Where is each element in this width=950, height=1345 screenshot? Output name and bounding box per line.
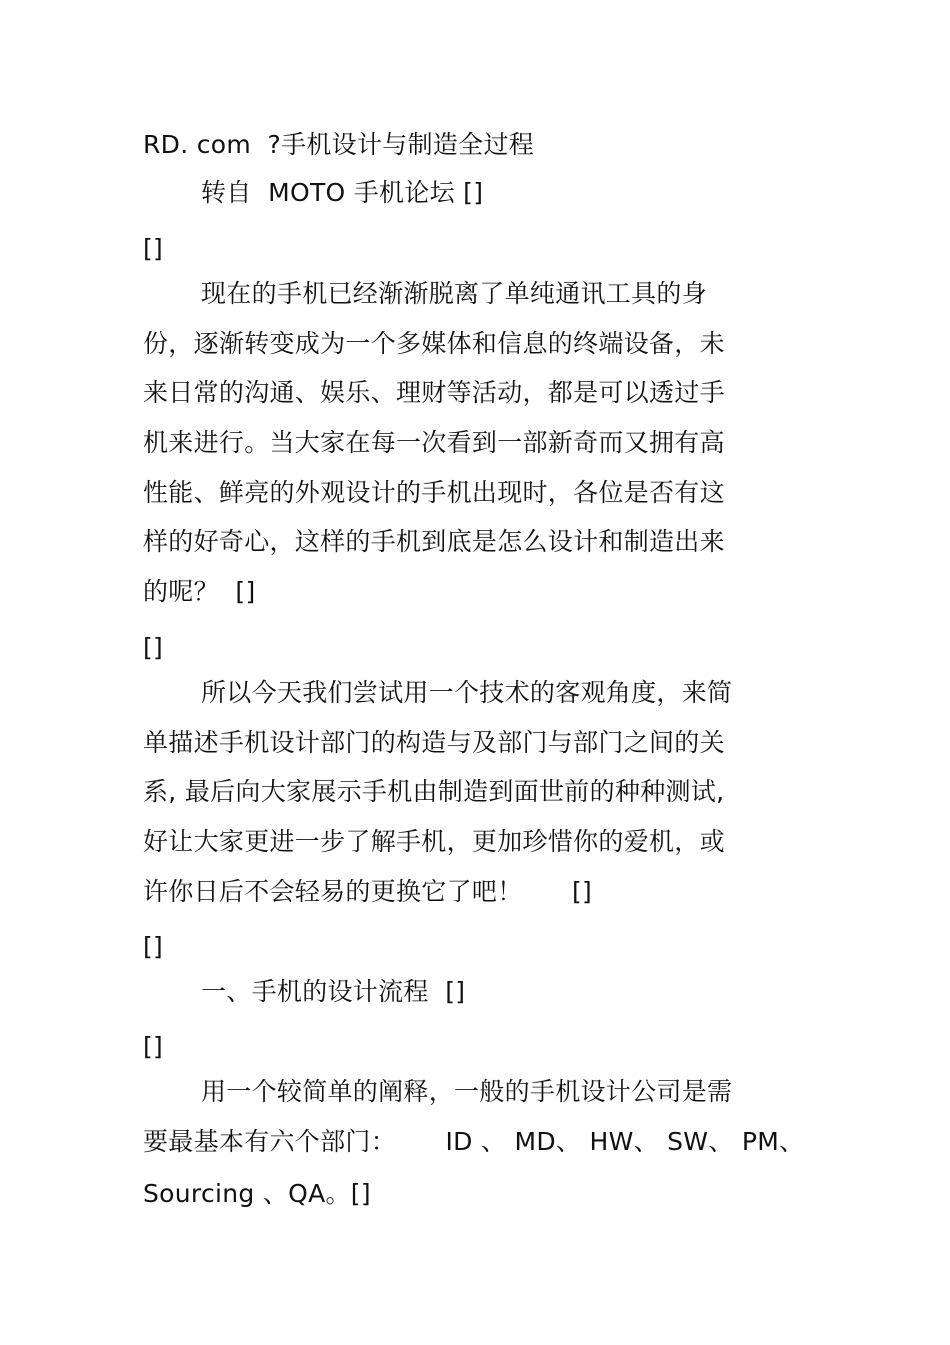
paragraph-1-line: 样的好奇心，这样的手机到底是怎么设计和制造出来 (143, 527, 725, 556)
paragraph-3-line: 用一个较简单的阐释，一般的手机设计公司是需 (201, 1077, 733, 1106)
paragraph-2-line: 好让大家更进一步了解手机，更加珍惜你的爱机，或 (143, 827, 725, 856)
paragraph-1-line: 性能、鲜亮的外观设计的手机出现时，各位是否有这 (143, 478, 725, 507)
paragraph-1-line: 现在的手机已经渐渐脱离了单纯通讯工具的身 (201, 279, 708, 308)
section-heading: 一、手机的设计流程 [] (201, 977, 466, 1006)
paragraph-3-line: Sourcing 、QA。[] (143, 1179, 371, 1208)
paragraph-1-line: 份，逐渐转变成为一个多媒体和信息的终端设备，未 (143, 329, 725, 358)
paragraph-1-line: 来日常的沟通、娱乐、理财等活动，都是可以透过手 (143, 378, 725, 407)
paragraph-marker: [] (143, 932, 164, 961)
source-line: 转自 MOTO 手机论坛 [] (201, 178, 484, 207)
paragraph-1-line: 的呢？ [] (143, 577, 256, 606)
paragraph-marker: [] (143, 633, 164, 662)
paragraph-2-line: 单描述手机设计部门的构造与及部门与部门之间的关 (143, 728, 725, 757)
paragraph-marker: [] (143, 1032, 164, 1061)
paragraph-1-line: 机来进行。当大家在每一次看到一部新奇而又拥有高 (143, 428, 725, 457)
paragraph-marker: [] (143, 234, 164, 263)
paragraph-2-line: 所以今天我们尝试用一个技术的客观角度，来简 (201, 678, 733, 707)
paragraph-3-line: 要最基本有六个部门： ID 、 MD、 HW、 SW、 PM、 (143, 1127, 805, 1156)
paragraph-2-line: 系, 最后向大家展示手机由制造到面世前的种种测试, (143, 777, 725, 806)
paragraph-2-line: 许你日后不会轻易的更换它了吧！ [] (143, 877, 593, 906)
document-title: RD. com ?手机设计与制造全过程 (143, 130, 535, 159)
